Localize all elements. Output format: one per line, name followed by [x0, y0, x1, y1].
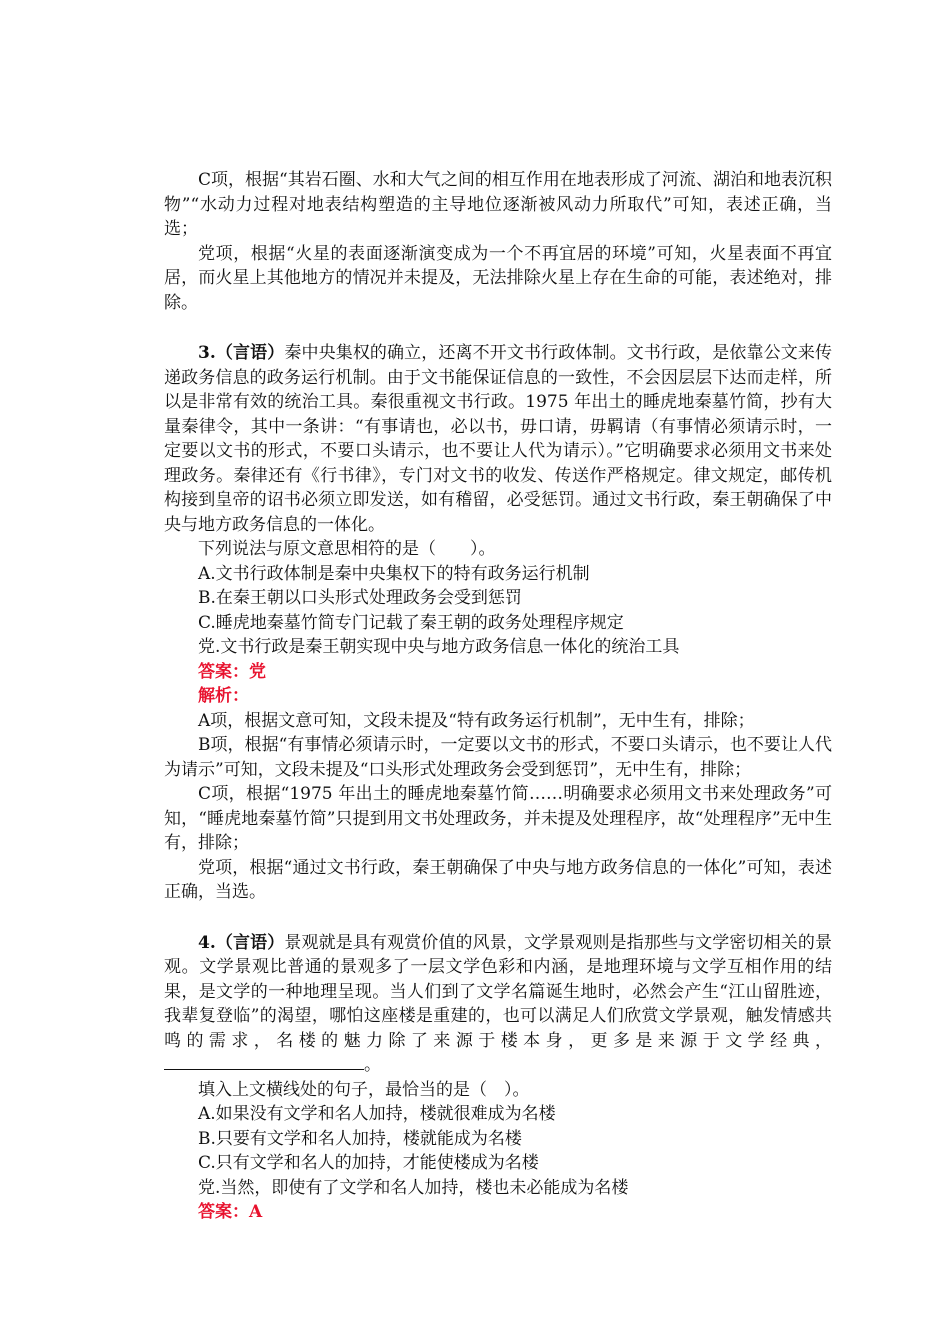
q3-analysis-b: B项，根据“有事情必须请示时，一定要以文书的形式，不要口头请示，也不要让人代为请示”可知，文段未提及“口头形式处理政务会受到惩罚”，无中生有，排除； — [164, 735, 832, 780]
q3-option-c: C.睡虎地秦墓竹简专门记载了秦王朝的政务处理程序规定 — [198, 612, 624, 633]
option-d-analysis: 党项，根据“火星的表面逐渐演变成为一个不再宜居的环境”可知，火星表面不再宜居，而火星上其他地方的情况并未提及，无法排除火星上存在生命的可能，表述绝对，排除。 — [164, 243, 832, 313]
q3-number: 3.（言语） — [198, 343, 285, 363]
q3-option-d: 党.文书行政是秦王朝实现中央与地方政务信息一体化的统治工具 — [198, 637, 680, 657]
q4-passage — [164, 931, 832, 1078]
q4-answer: 答案：A — [198, 1202, 263, 1222]
fill-in-blank — [164, 1053, 364, 1070]
q3-analysis-c: C项，根据“1975 年出土的睡虎地秦墓竹简……明确要求必须用文书来处理政务”可知，“睡虎地秦墓竹简”只提到用文书处理政务，并未提及处理程序，故“处理程序”无中生有，排除； — [164, 784, 832, 853]
option-c-analysis: C项，根据“其岩石圈、水和大气之间的相互作用在地表形成了河流、湖泊和地表沉积物”“水动力过程对地表结构塑造的主导地位逐渐被风动力所取代”可知，表述正确，当选； — [164, 170, 832, 239]
q3-analysis-label: 解析： — [198, 686, 249, 706]
q3-analysis-d: 党项，根据“通过文书行政，秦王朝确保了中央与地方政务信息的一体化”可知，表述正确，当选。 — [164, 857, 832, 902]
q3-option-a: A.文书行政体制是秦中央集权下的特有政务运行机制 — [198, 563, 590, 584]
document-page — [164, 168, 832, 1225]
q3-stem: 下列说法与原文意思相符的是（ ）。 — [198, 539, 496, 559]
q3-passage — [164, 341, 832, 537]
spacer — [164, 315, 832, 341]
q4-option-b: B.只要有文学和名人加持，楼就能成为名楼 — [198, 1128, 522, 1149]
q4-option-d: 党.当然，即使有了文学和名人加持，楼也未必能成为名楼 — [198, 1177, 629, 1198]
q4-stem: 填入上文横线处的句子，最恰当的是（ ）。 — [198, 1079, 530, 1100]
q3-analysis-a: A项，根据文意可知，文段未提及“特有政务运行机制”，无中生有，排除； — [198, 710, 755, 731]
q4-passage-end: 。 — [364, 1055, 381, 1075]
q3-answer: 答案：党 — [198, 661, 266, 682]
q4-option-a: A.如果没有文学和名人加持，楼就很难成为名楼 — [198, 1104, 556, 1124]
question-3 — [164, 341, 832, 905]
q3-option-b: B.在秦王朝以口头形式处理政务会受到惩罚 — [198, 588, 522, 608]
q3-passage-text: 秦中央集权的确立，还离不开文书行政体制。文书行政，是依靠公文来传递政务信息的政务运行机制。由于文书能保证信息的一致性，不会因层层下达而走样，所以是非常有效的统治工具。秦很重视文书行政。1975 年出土的睡虎地秦墓竹简，抄有大量秦律令，其中一条讲：“有事请也，必以书，毋口请，毋羁请（有事情必须请示时，一定要以文书的形式，不要口头请示，也不要让人代为请示）。”它明确要求必须用文书来处理政务。秦律还有《行书律》，专门对文书的收发、传送作严格规定。律文规定，邮传机构接到皇帝的诏书必须立即发送，如有稽留，必受惩罚。通过文书行政，秦王朝确保了中央与地方政务信息的一体化。 — [164, 343, 833, 535]
spacer — [164, 905, 832, 931]
q4-option-c: C.只有文学和名人的加持，才能使楼成为名楼 — [198, 1153, 539, 1173]
q4-number: 4.（言语） — [198, 932, 285, 953]
q4-passage-text: 景观就是具有观赏价值的风景，文学景观则是指那些与文学密切相关的景观。文学景观比普通的景观多了一层文学色彩和内涵，是地理环境与文学互相作用的结果，是文学的一种地理呈现。当人们到了文学名篇诞生地时，必然会产生“江山留胜迹，我辈复登临”的渴望，哪怕这座楼是重建的，也可以满足人们欣赏文学景观，触发情感共鸣的需求，名楼的魅力除了来源于楼本身，更多是来源于文学经典， — [164, 932, 833, 1051]
question-4 — [164, 931, 832, 1225]
q2-analysis-tail — [164, 168, 832, 315]
